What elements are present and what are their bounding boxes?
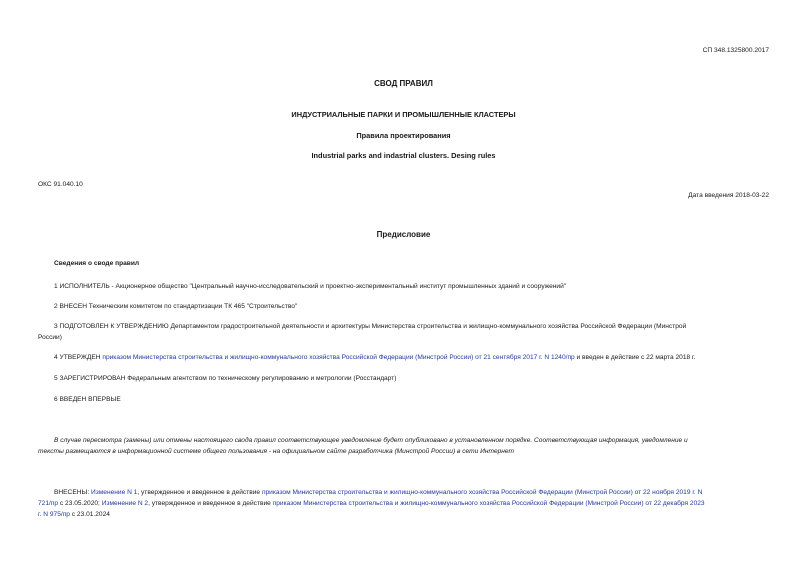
oks-code: ОКС 91.040.10 xyxy=(38,181,83,188)
approval-order-link[interactable]: приказом Министерства строительства и жилищно-коммунального хозяйства Российской Федерации (Минстрой России) от 21 сентября 2017 г. N 1240/пр xyxy=(102,354,575,361)
preface-heading: Предисловие xyxy=(376,230,431,239)
amendment-2-order-number-link[interactable]: г. N 975/пр xyxy=(38,511,70,518)
amendment-2-date: с 23.01.2024 xyxy=(69,511,110,518)
amendments-line-1 xyxy=(54,488,770,497)
document-english-title: Industrial parks and indastrial clusters. Desing rules xyxy=(311,151,496,160)
info-heading: Сведения о своде правил xyxy=(54,260,140,267)
amendments-line-2 xyxy=(38,499,770,508)
amendments-prefix: ВНЕСЕНЫ: xyxy=(54,489,91,496)
preface-item-3-line-2: России) xyxy=(38,334,62,341)
amendment-1-date: с 23.05.2020; xyxy=(58,500,102,507)
preface-item-4 xyxy=(54,353,695,362)
preface-item-3-line-1: 3 ПОДГОТОВЛЕН К УТВЕРЖДЕНИЮ Департаментом градостроительной деятельности и архитектуры Министерства строительства и жилищно-коммунального хозяйства Российской Федерации (Минстрой xyxy=(54,323,687,330)
document-type-title: СВОД ПРАВИЛ xyxy=(374,79,433,88)
amendment-1-order-number-link[interactable]: 721/пр xyxy=(38,500,59,507)
preface-item-1: 1 ИСПОЛНИТЕЛЬ - Акционерное общество "Центральный научно-исследовательский и проектно-экспериментальный институт промышленных зданий и сооружений" xyxy=(54,283,567,290)
item-4-prefix: 4 УТВЕРЖДЕН xyxy=(54,354,103,361)
amendment-2-text: , утвержденное и введенное в действие xyxy=(148,500,273,507)
document-name: ИНДУСТРИАЛЬНЫЕ ПАРКИ И ПРОМЫШЛЕННЫЕ КЛАСТЕРЫ xyxy=(291,110,516,119)
document-subtitle: Правила проектирования xyxy=(356,131,451,140)
amendment-1-text: , утвержденное и введенное в действие xyxy=(137,489,262,496)
notice-line-2: тексты размещаются в информационной системе общего пользования - на официальном сайте разработчика (Минстрой России) в сети Интернет xyxy=(38,448,515,455)
notice-line-1: В случае пересмотра (замены) или отмены настоящего свода правил соответствующее уведомление будет опубликовано в установленном порядке. Соответствующая информация, уведомление и xyxy=(54,437,688,444)
amendment-1-link[interactable]: Изменение N 1 xyxy=(90,489,138,496)
introduction-date: Дата введения 2018-03-22 xyxy=(688,192,769,199)
document-code: СП 348.1325800.2017 xyxy=(702,47,769,54)
amendment-2-order-link[interactable]: приказом Министерства строительства и жилищно-коммунального хозяйства Российской Федерации (Минстрой России) от 22 декабря 2023 xyxy=(272,500,705,507)
amendment-2-link[interactable]: Изменение N 2 xyxy=(101,500,149,507)
item-4-suffix: и введен в действие с 22 марта 2018 г. xyxy=(574,354,696,361)
amendment-1-order-link[interactable]: приказом Министерства строительства и жилищно-коммунального хозяйства Российской Федерации (Минстрой России) от 22 ноября 2019 г. N xyxy=(261,489,703,496)
preface-item-6: 6 ВВЕДЕН ВПЕРВЫЕ xyxy=(54,396,121,403)
preface-item-2: 2 ВНЕСЕН Техническим комитетом по стандартизации ТК 465 "Строительство" xyxy=(54,303,298,310)
amendments-line-3 xyxy=(38,510,110,519)
preface-item-5: 5 ЗАРЕГИСТРИРОВАН Федеральным агентством по техническому регулированию и метрологии (Росстандарт) xyxy=(54,375,397,382)
